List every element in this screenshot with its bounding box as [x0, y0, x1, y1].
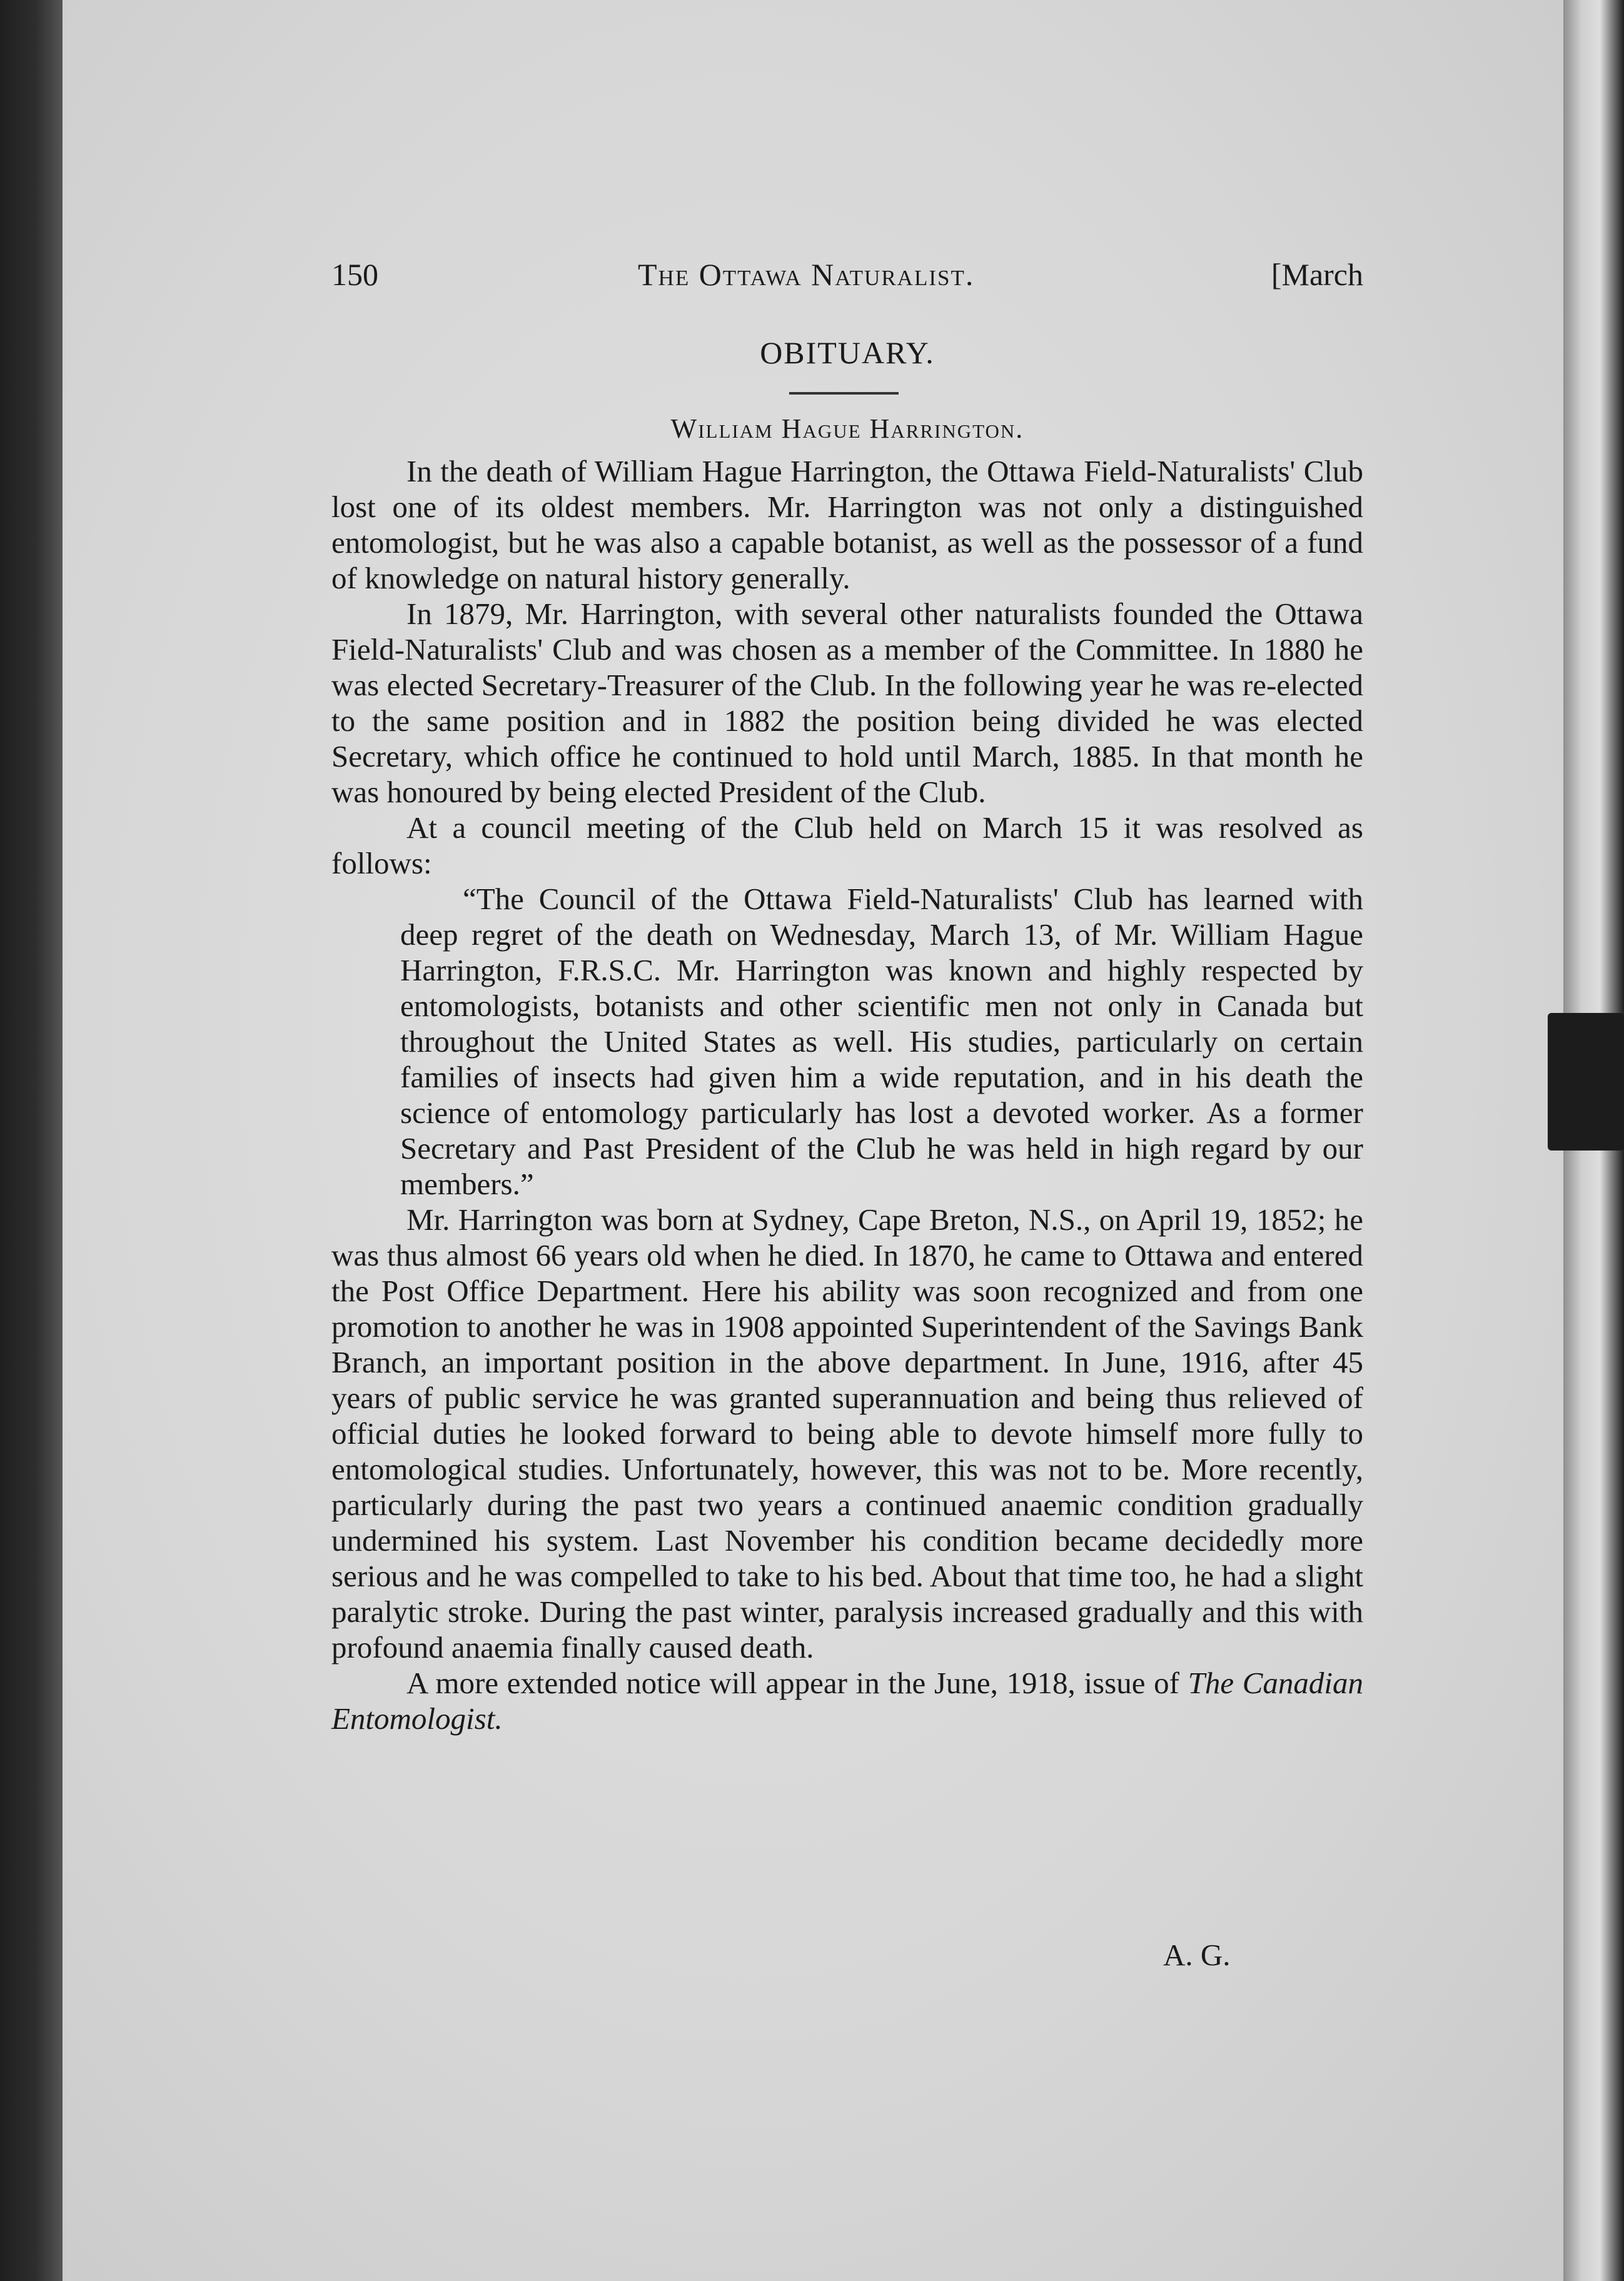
publication-title: The Canadian Entomologist. [331, 1666, 1364, 1736]
paragraph: In 1879, Mr. Harrington, with several other naturalists founded the Ottawa Field-Naturalists' Club and was chosen as a member of the Committee. In 1880 he was elected Secretary-Treasurer of the Club. In the following year he was re-elected to the same position and in 1882 the position being divided he was elected Secretary, which office he continued to hold until March, 1885. In that month he was honoured by being elected President of the Club. [331, 597, 1363, 809]
scan-left-edge [0, 0, 66, 2281]
paragraph: In the death of William Hague Harrington, the Ottawa Field-Naturalists' Club lost one of its oldest members. Mr. Harrington was not only a distinguished entomologist, but he was also a capable botanist, as well as the possessor of a fund of knowledge on natural history generally. [331, 454, 1363, 595]
running-header [331, 256, 1363, 300]
paragraph: At a council meeting of the Club held on March 15 it was resolved as follows: [331, 810, 1363, 880]
council-resolution-quote: “The Council of the Ottawa Field-Naturalists' Club has learned with deep regret of the death on Wednesday, March 13, of Mr. William Hague Harrington, F.R.S.C. Mr. Harrington was known and highly respected by entomologists, botanists and other scientific men not only in Canada but throughout the United States as well. His studies, particularly on certain families of insects had given him a wide reputation, and in his death the science of entomology particularly has lost a devoted worker. As a former Secretary and Past President of the Club he was held in high regard by our members.” [400, 882, 1363, 1201]
closing-paragraph [331, 1665, 1363, 1736]
closing-text: A more extended notice will appear in the June, 1918, issue of [406, 1666, 1179, 1700]
article-body [331, 453, 1363, 1736]
paragraph: Mr. Harrington was born at Sydney, Cape Breton, N.S., on April 19, 1852; he was thus almost 66 years old when he died. In 1870, he came to Ottawa and entered the Post Office Department. Here his ability was soon recognized and from one promotion to another he was in 1908 appointed Superintendent of the Savings Bank Branch, an important position in the above department. In June, 1916, after 45 years of public service he was granted superannuation and being thus relieved of official duties he looked forward to being able to devote himself more fully to entomological studies. Unfortunately, however, this was not to be. More recently, particularly during the past two years a continued anaemic condition gradually undermined his system. Last November his condition became decidedly more serious and he was compelled to take to his bed. About that time too, he had a slight paralytic stroke. During the past winter, paralysis increased gradually and this with profound anaemia finally caused death. [331, 1202, 1363, 1664]
obituary-subject: William Hague Harrington. [670, 413, 1024, 444]
binding-clip [1548, 1013, 1624, 1151]
journal-title: The Ottawa Naturalist. [638, 257, 975, 292]
author-signature: A. G. [1163, 1938, 1231, 1972]
page-number: 150 [331, 257, 378, 292]
section-title: OBITUARY. [760, 335, 935, 370]
title-rule [789, 392, 899, 395]
issue-month: [March [1271, 257, 1363, 292]
